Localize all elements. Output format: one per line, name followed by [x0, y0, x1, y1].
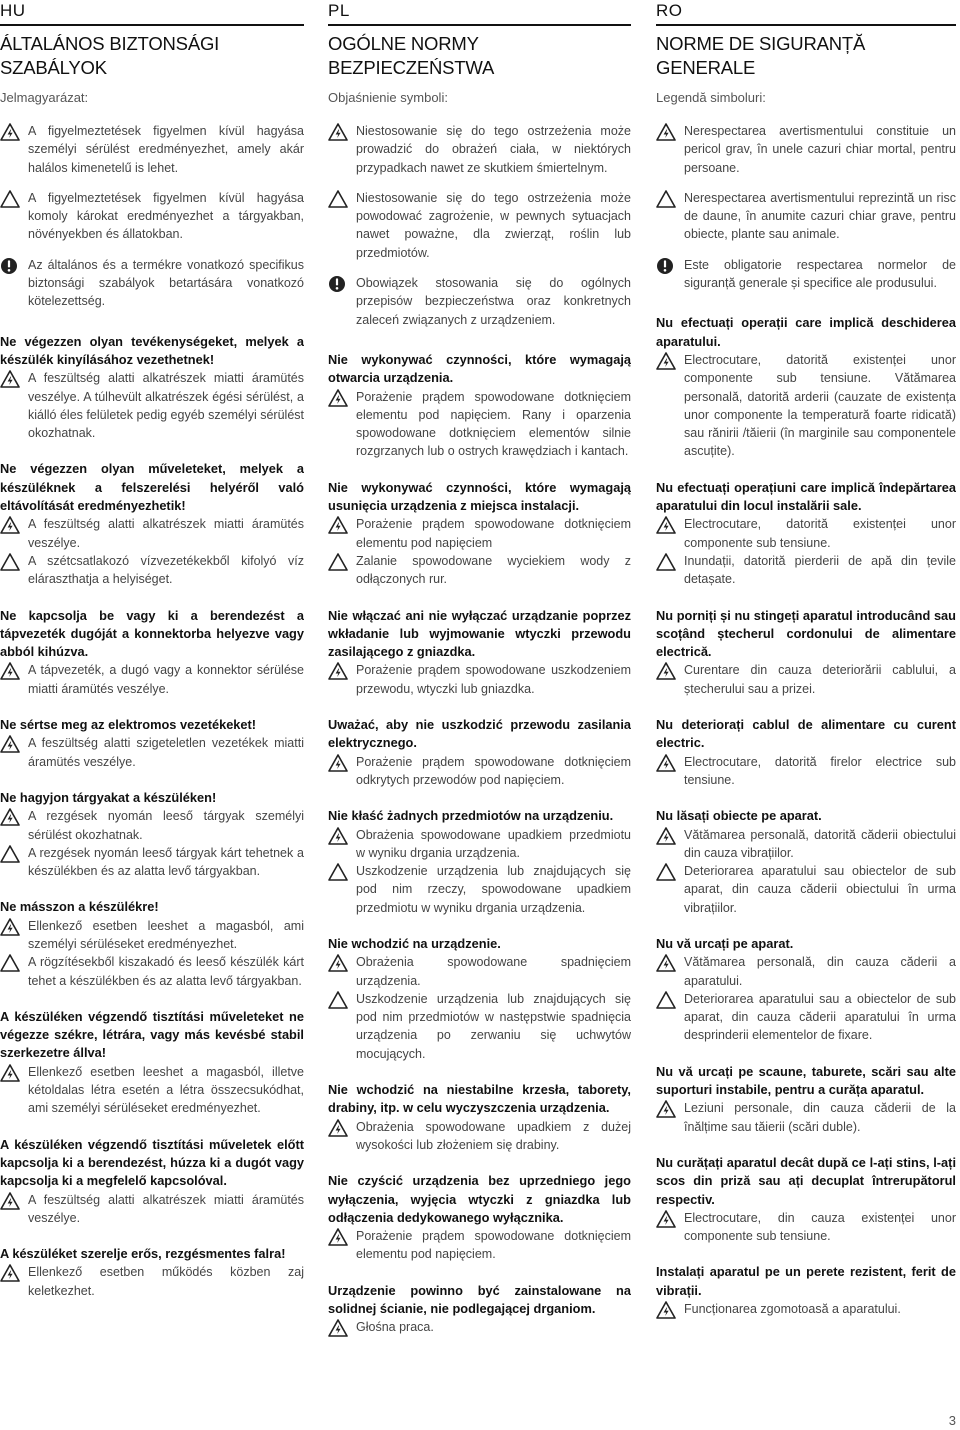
rule-heading: Nie wchodzić na niestabilne krzesła, taborety, drabiny, itp. w celu wyczyszczenia urządzenia.: [328, 1082, 631, 1116]
warning-item: [656, 515, 956, 552]
warning-item: [656, 351, 956, 461]
warning-item: [328, 1318, 631, 1336]
warning-item: [0, 1263, 304, 1300]
danger-warning-icon: [328, 389, 348, 407]
warning-item: [656, 953, 956, 990]
warning-text: A feszültség alatti alkatrészek miatti áramütés veszélye. A túlhevült alkatrészek égési sérülést, a kiálló éles felületek pedig egyéb személyi sérülést okozhatnak.: [28, 371, 304, 441]
danger-warning-icon: [0, 662, 20, 680]
rule-heading: Nie kłaść żadnych przedmiotów na urządzeniu.: [328, 808, 614, 824]
rule-block: [656, 607, 956, 698]
caution-warning-icon: [328, 190, 348, 208]
warning-item: [656, 1209, 956, 1246]
rule-block: [0, 333, 304, 443]
warning-text: Ellenkező esetben működés közben zaj keletkezhet.: [28, 1265, 304, 1298]
warning-item: [656, 826, 956, 863]
rule-block: [328, 807, 631, 917]
warning-item: [0, 256, 304, 311]
caution-warning-icon: [0, 954, 20, 972]
rule-block: [0, 716, 304, 771]
danger-warning-icon: [0, 370, 20, 388]
rule-block: [656, 479, 956, 589]
warning-item: [0, 807, 304, 844]
danger-warning-icon: [656, 954, 676, 972]
rule-heading: Nie włączać ani nie wyłączać urządzanie poprzez wkładanie lub wyjmowanie wtyczki przewodu zasilającego z gniazdka.: [328, 607, 631, 660]
warning-text: Electrocutare, datorită firelor electrice sub tensiune.: [684, 754, 956, 787]
warning-text: Obrażenia spowodowane upadkiem z dużej wysokości lub złożeniem się drabiny.: [356, 1119, 631, 1152]
warning-item: [656, 661, 956, 698]
warning-text: Porażenie prądem spowodowane dotknięciem elementu pod napięciem: [356, 517, 631, 550]
rule-heading: A készüléken végzendő tisztítási műveletek előtt kapcsolja ki a berendezést, húzza ki a dugót vagy kapcsolja ki a megfelelő kapcsolóval.: [0, 1136, 304, 1189]
rule-heading: Nu vă urcați pe scaune, taburete, scări sau alte suporturi instabile, pentru a curăța aparatul.: [656, 1063, 956, 1098]
danger-warning-icon: [0, 1264, 20, 1282]
caution-warning-icon: [0, 190, 20, 208]
rule-heading: Nie czyścić urządzenia bez uprzedniego jego wyłączenia, wyjęcia wtyczki z gniazdka lub odłączenia dedykowanego wyłącznika.: [328, 1173, 631, 1225]
danger-warning-icon: [656, 1301, 676, 1319]
caution-warning-icon: [656, 863, 676, 881]
warning-text: Obowiązek stosowania się do ogólnych przepisów bezpieczeństwa oraz konkretnych zaleceń związanych z urządzeniem.: [356, 276, 631, 327]
rule-block: [656, 314, 956, 460]
warning-item: [656, 552, 956, 589]
danger-warning-icon: [0, 516, 20, 534]
warning-text: Uszkodzenie urządzenia lub znajdujących się pod nim przedmiotów w następstwie spadnięcia urządzenia po zerwaniu się uchwytów mocujących.: [356, 991, 631, 1061]
legend-title: Jelmagyarázat:: [0, 90, 89, 105]
rule-heading: Ne sértse meg az elektromos vezetékeket!: [0, 717, 257, 733]
caution-warning-icon: [656, 553, 676, 571]
column-pl: [328, 0, 631, 1405]
rule-heading: Nu porniți și nu stingeți aparatul introducând sau scoțând ștecherul cordonului de alimentare electrică.: [656, 607, 956, 660]
danger-warning-icon: [328, 516, 348, 534]
rule-block: [328, 1282, 631, 1337]
caution-warning-icon: [328, 553, 348, 571]
rule-block: [656, 1063, 956, 1136]
symbol-legend: [328, 122, 631, 329]
warning-item: [656, 862, 956, 917]
page-number: 3: [948, 1413, 956, 1428]
warning-item: [656, 256, 956, 293]
language-code: RO: [656, 0, 956, 26]
danger-warning-icon: [656, 662, 676, 680]
warning-text: A figyelmeztetések figyelmen kívül hagyása komoly károkat eredményezhet a tárgyakban, növényekben és állatokban.: [28, 190, 304, 242]
warning-text: Electrocutare, datorită existenței unor componente sub tensiune. Vătămarea personală, datorită arderii (cauzate de existența unor componente la temperatură foarte ridicată) sau rănirii /tăierii (în marginile sau componentele ascuțite).: [684, 352, 956, 459]
rule-block: [0, 789, 304, 880]
rule-block: [656, 935, 956, 1045]
danger-warning-icon: [656, 516, 676, 534]
warning-item: [328, 862, 631, 917]
caution-warning-icon: [0, 845, 20, 863]
warning-text: Ellenkező esetben leeshet a magasból, illetve kétoldalas létra esetén a létra összecsukódhat, ami személyi sérüléseket eredményezhet.: [28, 1064, 304, 1116]
danger-warning-icon: [328, 954, 348, 972]
section-title: NORME DE SIGURANȚĂ GENERALE: [656, 33, 866, 78]
warning-item: [328, 1118, 631, 1155]
rule-block: [0, 898, 304, 989]
warning-item: [328, 953, 631, 990]
danger-warning-icon: [656, 1100, 676, 1118]
rule-heading: Ne másszon a készülékre!: [0, 899, 159, 915]
language-code: HU: [0, 0, 304, 26]
rules-list: [0, 333, 304, 1300]
warning-item: [328, 122, 631, 177]
danger-warning-icon: [656, 827, 676, 845]
warning-text: Niestosowanie się do tego ostrzeżenia może prowadzić do obrażeń ciała, w niektórych przypadkach nawet ze skutkiem śmiertelnym.: [356, 124, 631, 175]
danger-warning-icon: [328, 1319, 348, 1337]
warning-item: [0, 515, 304, 552]
rule-heading: Urządzenie powinno być zainstalowane na solidnej ścianie, nie podlegającej drganiom.: [328, 1282, 631, 1317]
language-code: PL: [328, 0, 631, 26]
warning-text: Deteriorarea aparatului sau a obiectelor de sub aparat, din cauza căderii aparatului în urma desprinderii elementelor de fixare.: [684, 991, 956, 1043]
rule-heading: Nie wykonywać czynności, które wymagają otwarcia urządzenia.: [328, 351, 631, 386]
warning-text: A szétcsatlakozó vízvezetékekből kifolyó víz eláraszthatja a helyiséget.: [28, 553, 304, 587]
rule-heading: Instalați aparatul pe un perete rezistent, ferit de vibrații.: [656, 1264, 956, 1298]
warning-item: [0, 1191, 304, 1228]
warning-text: Obrażenia spowodowane spadnięciem urządzenia.: [356, 955, 631, 988]
warning-text: Ellenkező esetben leeshet a magasból, ami személyi sérüléseket eredményezhet.: [28, 918, 304, 951]
warning-item: [0, 953, 304, 990]
section-title: OGÓLNE NORMY BEZPIECZEŃSTWA: [328, 33, 495, 78]
danger-warning-icon: [0, 918, 20, 936]
warning-text: Nerespectarea avertismentului constituie un pericol grav, în unele cazuri chiar mortal, pentru persoane.: [684, 124, 956, 175]
warning-item: [328, 990, 631, 1063]
legend-title: Legendă simboluri:: [656, 90, 766, 105]
warning-text: A figyelmeztetések figyelmen kívül hagyása személyi sérülést eredményezhet, amely akár halálos kimenetelű is lehet.: [28, 124, 304, 175]
danger-warning-icon: [0, 735, 20, 753]
rule-heading: Nie wykonywać czynności, które wymagają usunięcia urządzenia z miejsca instalacji.: [328, 479, 631, 514]
rule-block: [328, 935, 631, 1063]
rule-block: [328, 1081, 631, 1154]
rule-heading: Nu deteriorați cablul de alimentare cu curent electric.: [656, 717, 956, 751]
warning-text: A feszültség alatti alkatrészek miatti áramütés veszélye.: [28, 517, 304, 550]
warning-text: Deteriorarea aparatului sau obiectelor de sub aparat, din cauza căderii obiectului în urma vibrațiilor.: [684, 864, 956, 915]
warning-item: [656, 990, 956, 1045]
column-hu: [0, 0, 304, 1405]
warning-item: [328, 552, 631, 589]
rule-block: [0, 1008, 304, 1118]
danger-warning-icon: [656, 123, 676, 141]
danger-warning-icon: [328, 662, 348, 680]
warning-text: Leziuni personale, din cauza căderii de la înălțime sau tăierii (scări duble).: [684, 1101, 956, 1134]
warning-item: [328, 826, 631, 863]
danger-warning-icon: [0, 808, 20, 826]
rule-heading: Nie wchodzić na urządzenie.: [328, 935, 501, 951]
warning-item: [0, 122, 304, 177]
rule-block: [328, 716, 631, 789]
warning-text: Zalanie spowodowane wyciekiem wody z odłączonych rur.: [356, 553, 631, 587]
warning-item: [656, 1300, 956, 1318]
warning-item: [0, 552, 304, 589]
rule-heading: Ne kapcsolja be vagy ki a berendezést a tápvezeték dugóját a konnektorba helyezve vagy abból kihúzva.: [0, 607, 304, 660]
rules-list: [656, 314, 956, 1318]
danger-warning-icon: [0, 1064, 20, 1082]
rule-block: [328, 351, 631, 461]
rule-block: [656, 716, 956, 789]
rule-block: [0, 1245, 304, 1300]
rule-heading: Nu curățați aparatul decât după ce l-ați stins, l-ați scos din priză sau ați decuplat întrerupătorul respectiv.: [656, 1154, 956, 1207]
warning-text: Głośna praca.: [356, 1320, 434, 1335]
warning-text: A feszültség alatti szigeteletlen vezetékek miatti áramütés veszélye.: [28, 736, 304, 769]
danger-warning-icon: [328, 754, 348, 772]
warning-item: [656, 122, 956, 177]
warning-item: [656, 753, 956, 790]
rules-list: [328, 351, 631, 1337]
warning-text: Este obligatorie respectarea normelor de siguranță generale și specifice ale produsului.: [684, 257, 956, 291]
rule-heading: A készüléket szerelje erős, rezgésmentes falra!: [0, 1246, 286, 1262]
rule-block: [0, 607, 304, 698]
rule-heading: Nu vă urcați pe aparat.: [656, 935, 794, 951]
rule-block: [656, 807, 956, 917]
caution-warning-icon: [0, 553, 20, 571]
warning-item: [0, 844, 304, 881]
warning-text: Obrażenia spowodowane upadkiem przedmiotu w wyniku drgania urządzenia.: [356, 827, 631, 860]
warning-item: [328, 661, 631, 698]
warning-text: Nerespectarea avertismentului reprezintă un risc de daune, în anumite cazuri chiar grave, pentru obiecte, plante sau animale.: [684, 190, 956, 242]
mandatory-notice-icon: [0, 257, 20, 275]
danger-warning-icon: [656, 352, 676, 370]
caution-warning-icon: [656, 991, 676, 1009]
rule-heading: Nu efectuați operații care implică deschiderea aparatului.: [656, 315, 956, 349]
warning-text: Porażenie prądem spowodowane dotknięciem odkrytych przewodów pod napięciem.: [356, 754, 631, 787]
warning-text: Uszkodzenie urządzenia lub znajdujących się pod nim rzeczy, spowodowane upadkiem przedmiotu w wyniku drgania urządzenia.: [356, 864, 631, 915]
warning-text: Vătămarea personală, din cauza căderii a aparatului.: [684, 955, 956, 988]
warning-text: Az általános és a termékre vonatkozó specifikus biztonsági szabályok betartására vonatkozó kötelezettség.: [28, 257, 304, 309]
warning-text: A rezgések nyomán leeső tárgyak kárt tehetnek a készülékben és az alatta levő tárgyakban.: [28, 845, 304, 879]
section-title: ÁLTALÁNOS BIZTONSÁGI SZABÁLYOK: [0, 33, 220, 78]
warning-text: Porażenie prądem spowodowane dotknięciem elementu pod napięciem. Rany i oparzenia spowodowane dotknięciem elementów silnie rozgrzanych lub o ostrych krawędziach i kantach.: [356, 389, 631, 459]
rule-block: [656, 1154, 956, 1245]
rule-heading: Ne végezzen olyan műveleteket, melyek a készüléknek a felszerelési helyéről való eltávolítását eredményezhetik!: [0, 461, 304, 514]
caution-warning-icon: [656, 190, 676, 208]
symbol-legend: [656, 122, 956, 292]
legend-title: Objaśnienie symboli:: [328, 90, 448, 105]
warning-text: A rezgések nyomán leeső tárgyak személyi sérülést okozhatnak.: [28, 809, 304, 842]
warning-text: Electrocutare, datorită existenței unor componente sub tensiune.: [684, 517, 956, 550]
warning-text: Vătămarea personală, datorită căderii obiectului din cauza vibrațiilor.: [684, 827, 956, 860]
warning-item: [0, 189, 304, 244]
warning-text: Porażenie prądem spowodowane uszkodzeniem przewodu, wtyczki lub gniazdka.: [356, 663, 631, 696]
warning-item: [0, 1063, 304, 1118]
warning-item: [328, 388, 631, 461]
warning-item: [328, 274, 631, 329]
warning-item: [656, 189, 956, 244]
warning-text: A rögzítésekből kiszakadó és leeső készülék kárt tehet a készülékben és az alatta levő tárgyakban.: [28, 955, 304, 988]
warning-text: Curentare din cauza deteriorării cablului, a ștecherului sau a prizei.: [684, 663, 956, 696]
rule-heading: Ne hagyjon tárgyakat a készüléken!: [0, 789, 217, 805]
warning-text: A feszültség alatti alkatrészek miatti áramütés veszélye.: [28, 1192, 304, 1225]
danger-warning-icon: [328, 1228, 348, 1246]
danger-warning-icon: [656, 754, 676, 772]
rule-heading: A készüléken végzendő tisztítási műveleteket ne végezze székre, létrára, vagy más kevésbé stabil szerkezetre állva!: [0, 1008, 304, 1061]
warning-item: [328, 753, 631, 790]
warning-item: [328, 515, 631, 552]
warning-item: [328, 189, 631, 262]
warning-item: [656, 1099, 956, 1136]
mandatory-notice-icon: [656, 257, 676, 275]
column-ro: [656, 0, 956, 1405]
mandatory-notice-icon: [328, 275, 348, 293]
warning-text: A tápvezeték, a dugó vagy a konnektor sérülése miatti áramütés veszélye.: [28, 663, 304, 696]
rule-block: [328, 479, 631, 589]
rule-heading: Nu efectuați operațiuni care implică îndepărtarea aparatului din locul instalării sale.: [656, 479, 956, 514]
warning-text: Funcționarea zgomotoasă a aparatului.: [684, 1302, 901, 1317]
danger-warning-icon: [0, 123, 20, 141]
rule-heading: Nu lăsați obiecte pe aparat.: [656, 808, 822, 824]
warning-item: [0, 661, 304, 698]
rule-block: [0, 460, 304, 588]
caution-warning-icon: [328, 991, 348, 1009]
warning-text: Electrocutare, din cauza existenței unor componente sub tensiune.: [684, 1210, 956, 1244]
warning-text: Niestosowanie się do tego ostrzeżenia może powodować zagrożenie, w pewnych sytuacjach nawet poważne, dla zwierząt, roślin lub przedmiotów.: [356, 190, 631, 260]
rule-block: [328, 607, 631, 698]
warning-text: Inundații, datorită pierderii de apă din țevile detașate.: [684, 553, 956, 587]
rule-block: [328, 1172, 631, 1263]
danger-warning-icon: [656, 1210, 676, 1228]
rule-block: [0, 1136, 304, 1227]
danger-warning-icon: [328, 123, 348, 141]
symbol-legend: [0, 122, 304, 311]
rule-block: [656, 1263, 956, 1318]
danger-warning-icon: [0, 1192, 20, 1210]
warning-item: [0, 734, 304, 771]
warning-item: [328, 1227, 631, 1264]
warning-item: [0, 369, 304, 442]
danger-warning-icon: [328, 1119, 348, 1137]
caution-warning-icon: [328, 863, 348, 881]
rule-heading: Ne végezzen olyan tevékenységeket, melyek a készülék kinyílásához vezethetnek!: [0, 333, 304, 367]
warning-text: Porażenie prądem spowodowane dotknięciem elementu pod napięciem.: [356, 1229, 631, 1262]
rule-heading: Uważać, aby nie uszkodzić przewodu zasilania elektrycznego.: [328, 717, 631, 751]
warning-item: [0, 917, 304, 954]
danger-warning-icon: [328, 827, 348, 845]
